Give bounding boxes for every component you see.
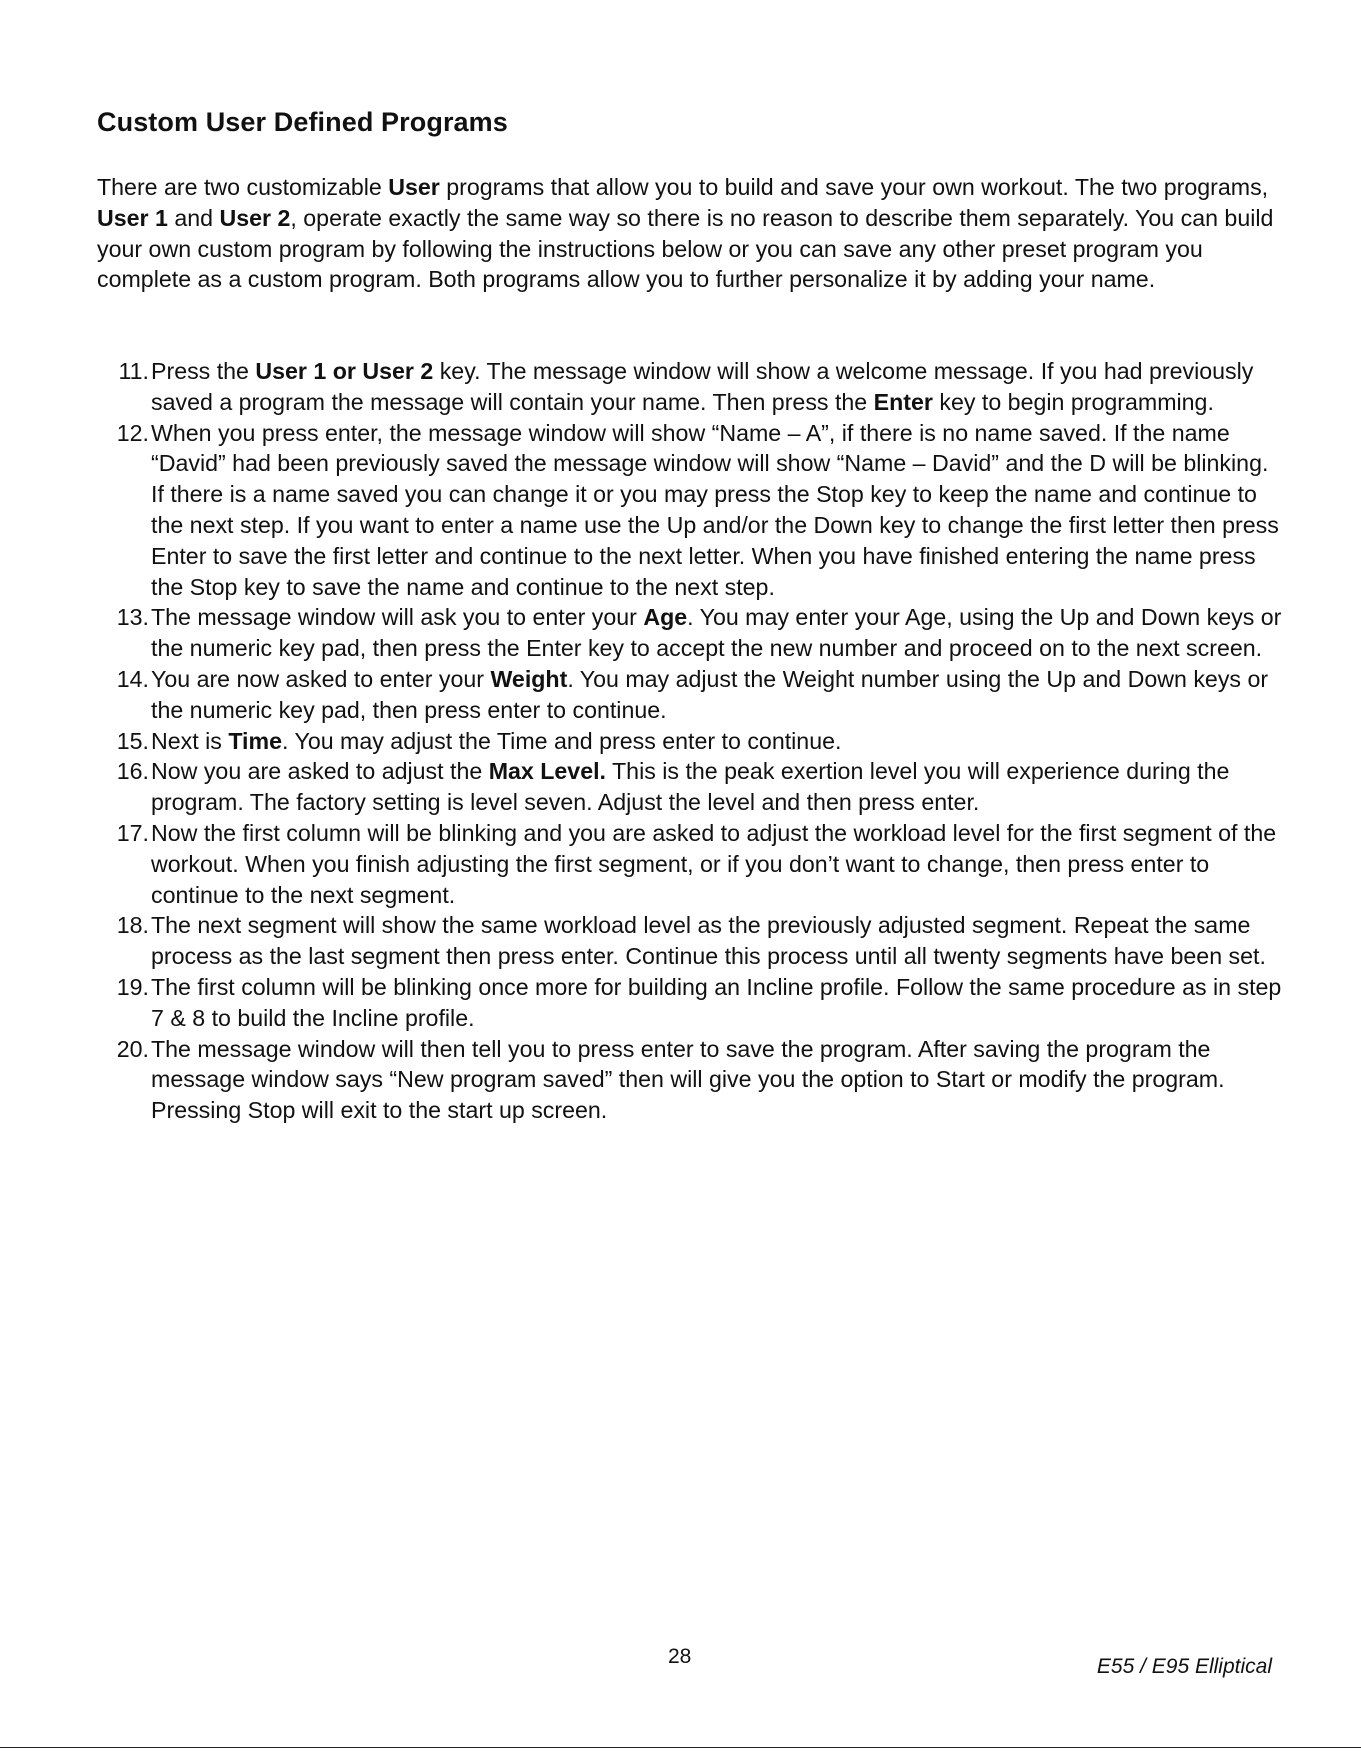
text-run: The message window will ask you to enter your <box>151 604 644 631</box>
step-number: 15. <box>116 727 149 754</box>
bold-text: User 1 <box>97 204 168 231</box>
bold-text: User 1 or User 2 <box>255 358 434 384</box>
text-run: . You may enter your Age, using the Up and Down keys or the numeric key pad, then press the Enter key to accept the new number and proceed on to the next screen. <box>151 604 1282 662</box>
step-item <box>97 726 1282 757</box>
step-item <box>97 972 1282 1034</box>
page-number: 28 <box>668 1645 692 1668</box>
step-item <box>97 756 1282 818</box>
text-run: There are two customizable <box>97 174 389 200</box>
text-run: and <box>167 204 220 231</box>
text-run: . You may adjust the Time and press enter to continue. <box>282 727 842 754</box>
step-item <box>97 602 1282 664</box>
text-run: programs that allow you to build and save your own workout. The two programs, <box>439 174 1269 200</box>
bold-text: Time <box>228 727 283 754</box>
bold-text: Enter <box>873 388 933 415</box>
text-run: The message window will then tell you to press enter to save the program. After saving the program the message window says “New program saved” then will give you the option to Start or modify the program. Pressing Stop will exit to the start up screen. <box>151 1035 1225 1124</box>
step-text <box>151 910 1282 972</box>
step-text <box>151 1034 1282 1126</box>
text-run: . You may adjust the Weight number using the Up and Down keys or the numeric key pad, then press enter to continue. <box>151 665 1269 723</box>
step-item <box>97 664 1282 726</box>
section-title: Custom User Defined Programs <box>97 107 508 137</box>
step-text <box>151 664 1282 726</box>
step-text <box>151 726 1282 757</box>
text-run: The first column will be blinking once more for building an Incline profile. Follow the same procedure as in step 7 & 8 to build the Incline profile. <box>151 973 1282 1031</box>
step-number: 16. <box>116 758 149 785</box>
step-item <box>97 418 1282 603</box>
text-run: , operate exactly the same way so there is no reason to describe them separately. You can build your own custom program by following the instructions below or you can save any other preset program you complete as a custom program. Both programs allow you to further personalize it by adding your name. <box>97 204 1274 293</box>
text-run: This is the peak exertion level you will experience during the program. The factory setting is level seven. Adjust the level and then press enter. <box>151 758 1230 816</box>
step-item <box>97 1034 1282 1126</box>
text-run: key. The message window will show a welcome message. If you had previously saved a program the message will contain your name. Then press the <box>151 358 1254 415</box>
step-number: 18. <box>116 912 149 939</box>
step-item <box>97 356 1282 418</box>
text-run: You are now asked to enter your <box>151 665 491 692</box>
step-text <box>151 356 1282 418</box>
step-number: 17. <box>116 819 149 846</box>
step-text <box>151 418 1282 603</box>
steps-list <box>97 356 1282 1126</box>
text-run: The next segment will show the same workload level as the previously adjusted segment. Repeat the same process as the last segment then press enter. Continue this process until all twenty segments have been set. <box>151 912 1266 970</box>
bold-text: Max Level. <box>488 758 606 785</box>
step-number: 20. <box>116 1035 149 1062</box>
text-run: Now you are asked to adjust the <box>151 758 489 785</box>
step-item <box>97 910 1282 972</box>
step-number: 13. <box>116 604 149 631</box>
step-number: 12. <box>116 419 149 446</box>
step-number: 11. <box>118 358 149 384</box>
intro-paragraph <box>97 172 1277 295</box>
bottom-rule <box>0 1747 1361 1748</box>
step-number: 14. <box>116 665 149 692</box>
model-name: E55 / E95 Elliptical <box>1096 1655 1272 1678</box>
bold-text: Weight <box>490 665 568 692</box>
bold-text: Age <box>643 604 688 631</box>
step-item <box>97 818 1282 910</box>
step-number: 19. <box>116 973 149 1000</box>
step-text <box>151 972 1282 1034</box>
step-text <box>151 756 1282 818</box>
text-run: key to begin programming. <box>932 388 1214 415</box>
text-run: Press the <box>151 358 256 384</box>
step-text <box>151 602 1282 664</box>
text-run: Now the first column will be blinking and you are asked to adjust the workload level for the first segment of the workout. When you finish adjusting the first segment, or if you don’t want to change, then press enter to continue to the next segment. <box>151 819 1277 908</box>
step-text <box>151 818 1282 910</box>
text-run: When you press enter, the message window will show “Name – A”, if there is no name saved. If the name “David” had been previously saved the message window will show “Name – David” and the D will be blinking. If there is a name saved you can change it or you may press the Stop key to keep the name and continue to the next step. If you want to enter a name use the Up and/or the Down key to change the first letter then press Enter to save the first letter and continue to the next letter. When you have finished entering the name press the Stop key to save the name and continue to the next step. <box>151 419 1279 600</box>
bold-text: User <box>388 174 440 200</box>
text-run: Next is <box>151 727 229 754</box>
bold-text: User 2 <box>219 204 291 231</box>
